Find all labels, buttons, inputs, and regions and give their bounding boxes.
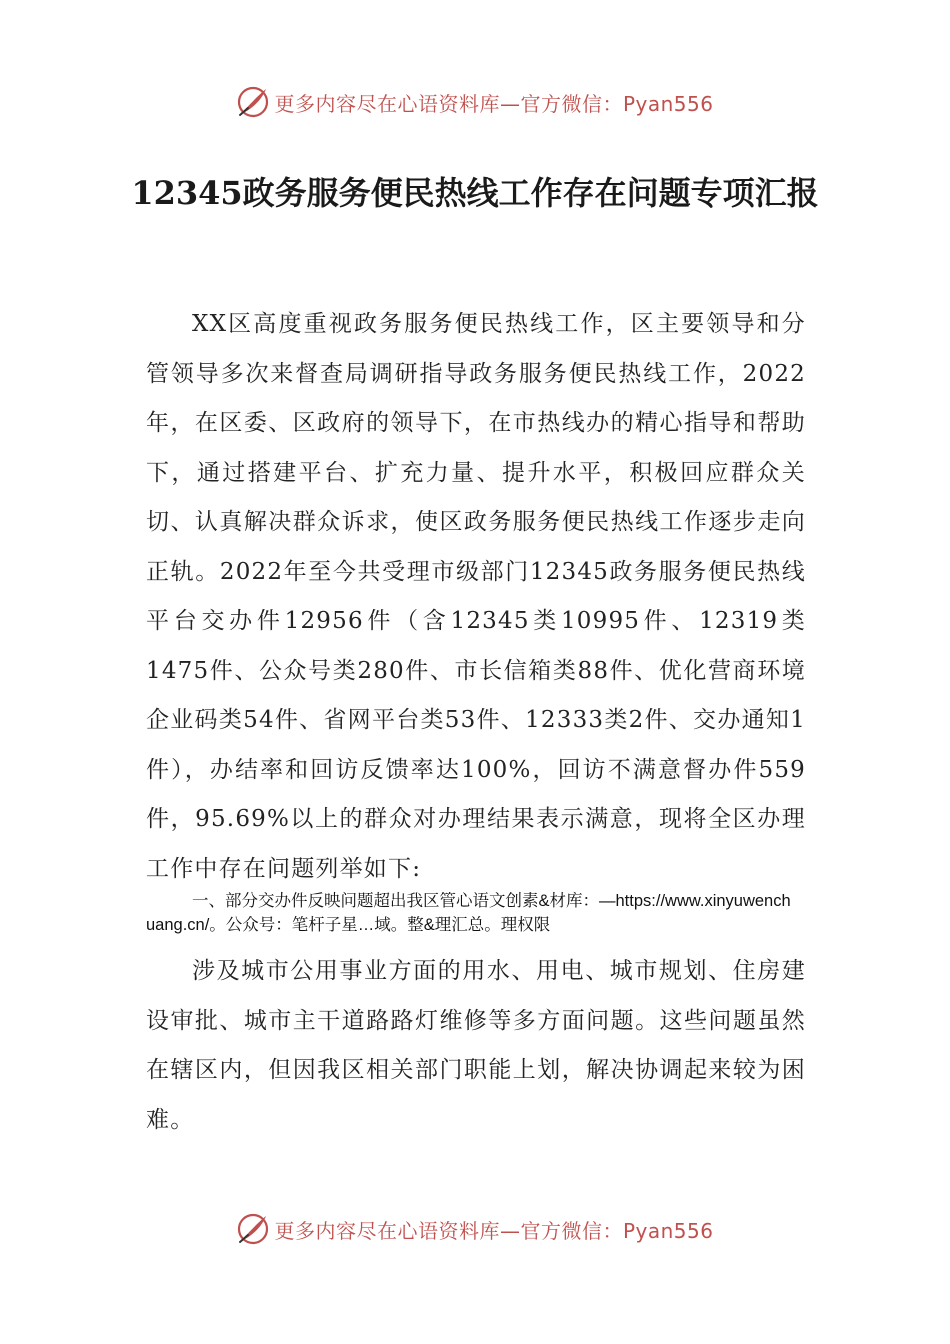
quill-pen-logo-icon [236,85,270,119]
footer-banner-text: 更多内容尽在心语资料库—官方微信：Pyan556 [274,1218,714,1243]
header-banner-text: 更多内容尽在心语资料库—官方微信：Pyan556 [274,91,714,116]
header-banner [0,82,950,122]
body-paragraph-2: 涉及城市公用事业方面的用水、用电、城市规划、住房建设审批、城市主干道路路灯维修等多方面问题。这些问题虽然在辖区内，但因我区相关部门职能上划，解决协调起来较为困难。 [146,958,806,1133]
footer-banner [0,1209,950,1249]
quill-pen-logo-icon [236,1212,270,1246]
document-title: 12345政务服务便民热线工作存在问题专项汇报 [131,174,819,212]
section-heading-1: 一、部分交办件反映问题超出我区管心语文创素&材库：—https://www.xinyuwenchuang.cn/。公众号：笔杆子星…域。整&理汇总。理权限 [146,892,791,934]
body-paragraph-1: XX区高度重视政务服务便民热线工作，区主要领导和分管领导多次来督查局调研指导政务服务便民热线工作，2022年，在区委、区政府的领导下，在市热线办的精心指导和帮助下，通过搭建平台、扩充力量、提升水平，积极回应群众关切、认真解决群众诉求，使区政务服务便民热线工作逐步走向正轨。2022年至今共受理市级部门12345政务服务便民热线平台交办件12956件（含12345类10995件、12319类1475件、公众号类280件、市长信箱类88件、优化营商环境企业码类54件、省网平台类53件、12333类2件、交办通知1件），办结率和回访反馈率达100%，回访不满意督办件559件，95.69%以上的群众对办理结果表示满意，现将全区办理工作中存在问题列举如下: [146,311,806,882]
